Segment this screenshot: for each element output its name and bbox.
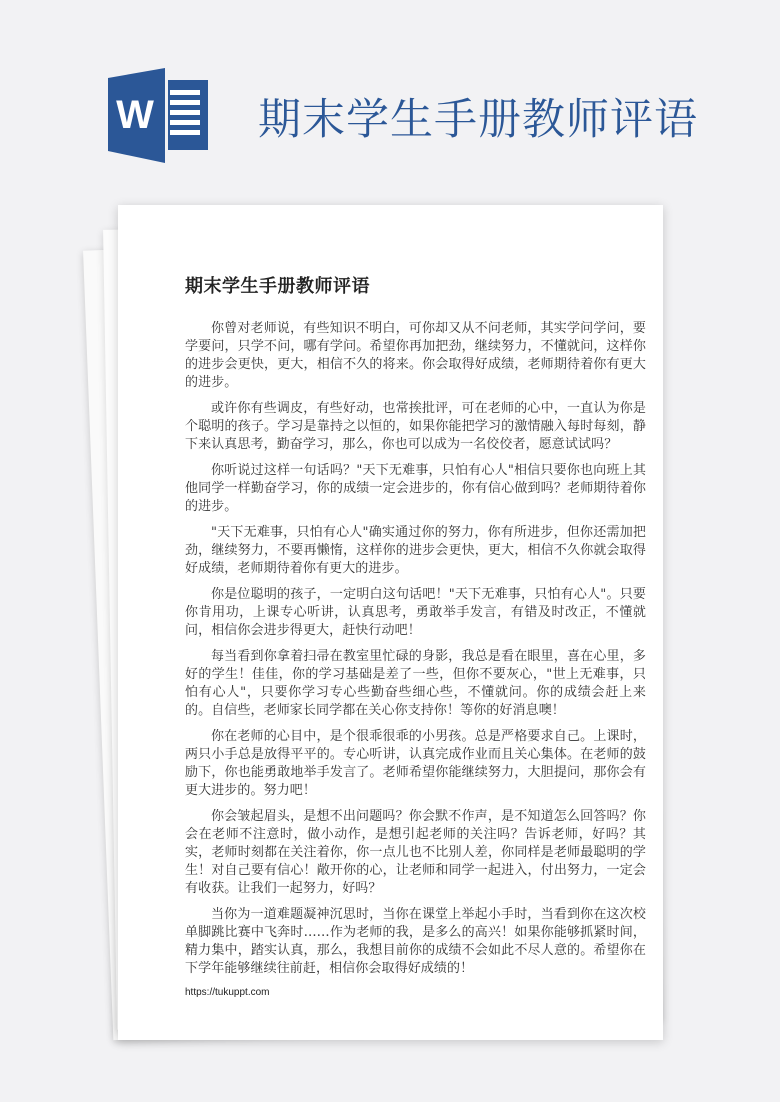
paragraph: 你曾对老师说，有些知识不明白，可你却又从不问老师，其实学问学问，要学要问，只学不问，哪有学问。希望你再加把劲，继续努力，不懂就问，这样你的进步会更快，更大，相信不久的将来。你会取得好成绩，老师期待着你有更大的进步。 bbox=[185, 321, 646, 390]
document-body bbox=[185, 320, 646, 978]
paragraph: 当你为一道难题凝神沉思时，当你在课堂上举起小手时，当看到你在这次校单脚跳比赛中飞奔时……作为老师的我，是多么的高兴！如果你能够抓紧时间，精力集中，踏实认真，那么，我想目前你的成绩不会如此不尽人意的。希望你在下学年能够继续往前赶，相信你会取得好成绩的！ bbox=[185, 907, 646, 976]
paragraph: 你在老师的心目中，是个很乖很乖的小男孩。总是严格要求自己。上课时，两只小手总是放得平平的。专心听讲，认真完成作业而且关心集体。在老师的鼓励下，你也能勇敢地举手发言了。老师希望你能继续努力，大胆提问，那你会有更大进步的。努力吧！ bbox=[185, 729, 646, 798]
paragraph: 每当看到你拿着扫帚在教室里忙碌的身影，我总是看在眼里，喜在心里，多好的学生！佳佳，你的学习基础是差了一些，但你不要灰心，"世上无难事，只怕有心人"，只要你学习专心些勤奋些细心些，不懂就问。你的成绩会赶上来的。自信些，老师家长同学都在关心你支持你！等你的好消息噢！ bbox=[185, 649, 646, 718]
document-title: 期末学生手册教师评语 bbox=[185, 276, 370, 297]
paragraph: 或许你有些调皮，有些好动，也常挨批评，可在老师的心中，一直认为你是个聪明的孩子。学习是靠持之以恒的，如果你能把学习的激情融入每时每刻，静下来认真思考，勤奋学习，那么，你也可以成为一名佼佼者，愿意试试吗？ bbox=[185, 401, 646, 452]
document-page bbox=[118, 205, 663, 1040]
word-document-icon bbox=[108, 68, 210, 163]
footer-link[interactable]: https://tukuppt.com bbox=[185, 987, 270, 998]
paragraph: 你听说过这样一句话吗？"天下无难事，只怕有心人"相信只要你也向班上其他同学一样勤奋学习，你的成绩一定会进步的，你有信心做到吗？老师期待着你的进步。 bbox=[185, 463, 646, 514]
word-icon-letter: W bbox=[116, 93, 154, 137]
paragraph: 你会皱起眉头，是想不出问题吗？你会默不作声，是不知道怎么回答吗？你会在老师不注意时，做小动作，是想引起老师的关注吗？告诉老师，好吗？其实，老师时刻都在关注着你，你一点儿也不比别人差，你同样是老师最聪明的学生！对自己要有信心！敞开你的心，让老师和同学一起进入，付出努力，一定会有收获。让我们一起努力，好吗？ bbox=[185, 809, 646, 896]
paragraph: 你是位聪明的孩子，一定明白这句话吧！"天下无难事，只怕有心人"。只要你肯用功，上课专心听讲，认真思考，勇敢举手发言，有错及时改正，不懂就问，相信你会进步得更大，赶快行动吧！ bbox=[185, 587, 646, 638]
paragraph: "天下无难事，只怕有心人"确实通过你的努力，你有所进步，但你还需加把劲，继续努力，不要再懒惰，这样你的进步会更快，更大，相信不久你就会取得好成绩，老师期待着你有更大的进步。 bbox=[185, 525, 646, 576]
banner-title: 期末学生手册教师评语 bbox=[258, 95, 698, 145]
